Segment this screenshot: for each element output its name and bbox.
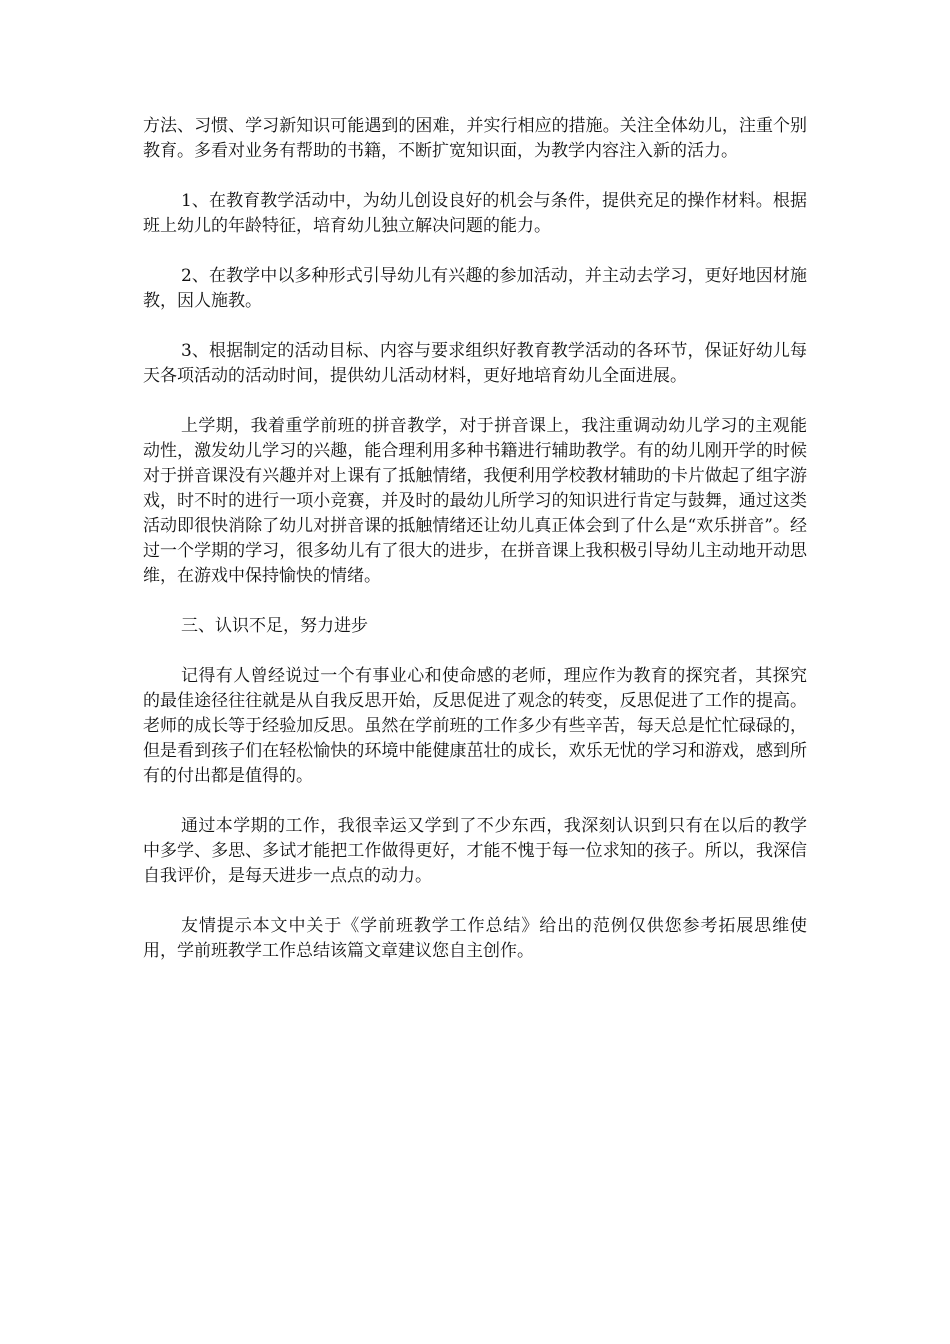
paragraph-reflection: 记得有人曾经说过一个有事业心和使命感的老师，理应作为教育的探究者，其探究的最佳途径往往就是从自我反思开始，反思促进了观念的转变，反思促进了工作的提高。老师的成长等于经验加反思。虽然在学前班的工作多少有些辛苦，每天总是忙忙碌碌的，但是看到孩子们在轻松愉快的环境中能健康茁壮的成长，欢乐无忧的学习和游戏，感到所有的付出都是值得的。 [143,666,807,786]
paragraph-item-3: 3、根据制定的活动目标、内容与要求组织好教育教学活动的各环节，保证好幼儿每天各项活动的活动时间，提供幼儿活动材料，更好地培育幼儿全面进展。 [143,341,807,386]
paragraph-semester-summary: 通过本学期的工作，我很幸运又学到了不少东西，我深刻认识到只有在以后的教学中多学、多思、多试才能把工作做得更好，才能不愧于每一位求知的孩子。所以，我深信自我评价，是每天进步一点点的动力。 [143,816,807,886]
paragraph-disclaimer: 友情提示本文中关于《学前班教学工作总结》给出的范例仅供您参考拓展思维使用，学前班教学工作总结该篇文章建议您自主创作。 [143,916,807,961]
document-body [143,114,807,989]
paragraph-pinyin-teaching: 上学期，我着重学前班的拼音教学，对于拼音课上，我注重调动幼儿学习的主观能动性，激发幼儿学习的兴趣，能合理利用多种书籍进行辅助教学。有的幼儿刚开学的时候对于拼音课没有兴趣并对上课有了抵触情绪，我便利用学校教材辅助的卡片做起了组字游戏，时不时的进行一项小竞赛，并及时的最幼儿所学习的知识进行肯定与鼓舞，通过这类活动即很快消除了幼儿对拼音课的抵触情绪还让幼儿真正体会到了什么是“欢乐拼音”。经过一个学期的学习，很多幼儿有了很大的进步，在拼音课上我积极引导幼儿主动地开动思维，在游戏中保持愉快的情绪。 [143,416,807,586]
paragraph-item-1: 1、在教育教学活动中，为幼儿创设良好的机会与条件，提供充足的操作材料。根据班上幼儿的年龄特征，培育幼儿独立解决问题的能力。 [143,191,807,236]
paragraph-item-2: 2、在教学中以多种形式引导幼儿有兴趣的参加活动，并主动去学习，更好地因材施教，因人施教。 [143,266,807,311]
paragraph-continuation: 方法、习惯、学习新知识可能遇到的困难，并实行相应的措施。关注全体幼儿，注重个别教育。多看对业务有帮助的书籍，不断扩宽知识面，为教学内容注入新的活力。 [143,116,807,161]
section-heading-3: 三、认识不足，努力进步 [181,616,368,636]
